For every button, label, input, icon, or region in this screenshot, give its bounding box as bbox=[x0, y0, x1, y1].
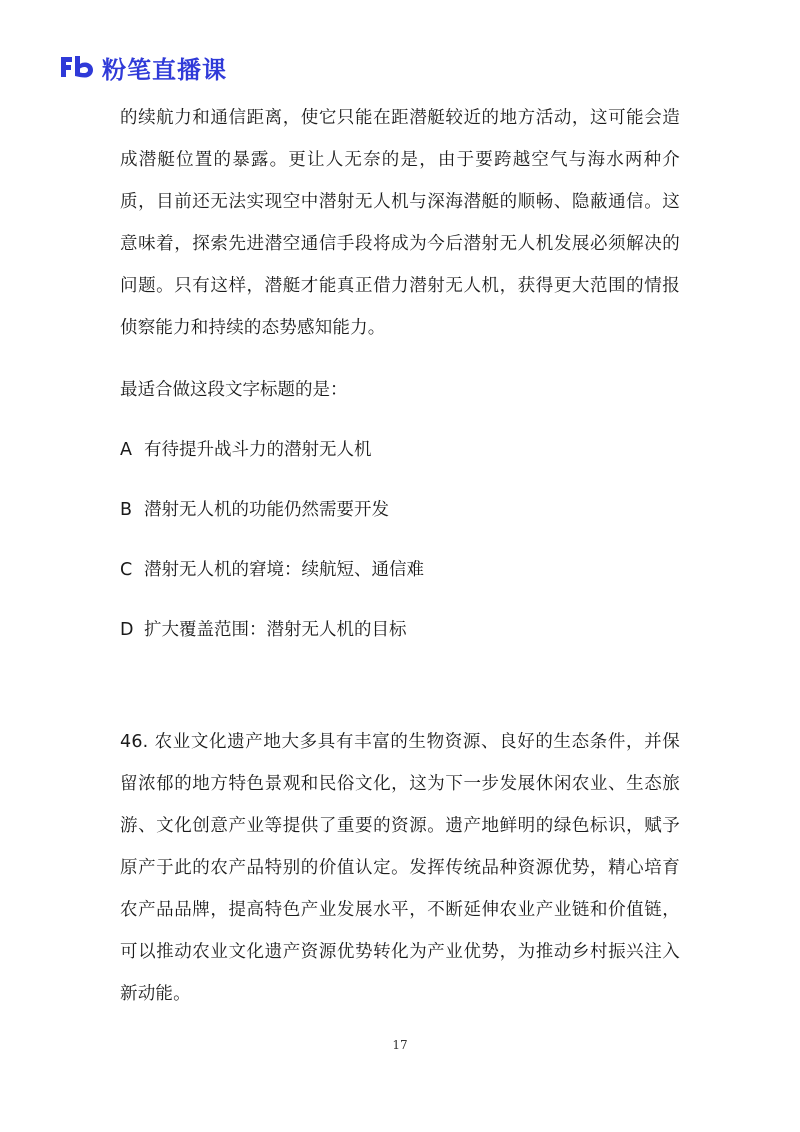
option-text: 有待提升战斗力的潜射无人机 bbox=[144, 440, 372, 460]
option-a bbox=[120, 429, 680, 471]
passage-text: 的续航力和通信距离，使它只能在距潜艇较近的地方活动，这可能会造成潜艇位置的暴露。更让人无奈的是，由于要跨越空气与海水两种介质，目前还无法实现空中潜射无人机与深海潜艇的顺畅、隐蔽通信。这意味着，探索先进潜空通信手段将成为今后潜射无人机发展必须解决的问题。只有这样，潜艇才能真正借力潜射无人机，获得更大范围的情报侦察能力和持续的态势感知能力。 bbox=[120, 108, 680, 338]
fb-logo-icon bbox=[58, 54, 96, 80]
option-c bbox=[120, 549, 680, 591]
page-number: 17 bbox=[392, 1038, 408, 1052]
option-letter: A bbox=[120, 440, 132, 460]
brand-header bbox=[58, 52, 227, 82]
brand-name: 粉笔直播课 bbox=[102, 55, 227, 84]
option-text: 潜射无人机的窘境：续航短、通信难 bbox=[144, 560, 424, 580]
next-question-text: 46. 农业文化遗产地大多具有丰富的生物资源、良好的生态条件，并保留浓郁的地方特色景观和民俗文化，这为下一步发展休闲农业、生态旅游、文化创意产业等提供了重要的资源。遗产地鲜明的绿色标识，赋予原产于此的农产品特别的价值认定。发挥传统品种资源优势，精心培育农产品品牌，提高特色产业发展水平，不断延伸农业产业链和价值链，可以推动农业文化遗产资源优势转化为产业优势，为推动乡村振兴注入新动能。 bbox=[120, 732, 680, 1004]
document-body bbox=[120, 97, 680, 1015]
option-letter: D bbox=[120, 620, 134, 640]
question-prompt: 最适合做这段文字标题的是： bbox=[120, 380, 348, 400]
option-letter: C bbox=[120, 560, 133, 580]
option-letter: B bbox=[120, 500, 133, 520]
option-b bbox=[120, 489, 680, 531]
option-d bbox=[120, 609, 680, 651]
option-text: 潜射无人机的功能仍然需要开发 bbox=[144, 500, 389, 520]
option-text: 扩大覆盖范围：潜射无人机的目标 bbox=[144, 620, 407, 640]
